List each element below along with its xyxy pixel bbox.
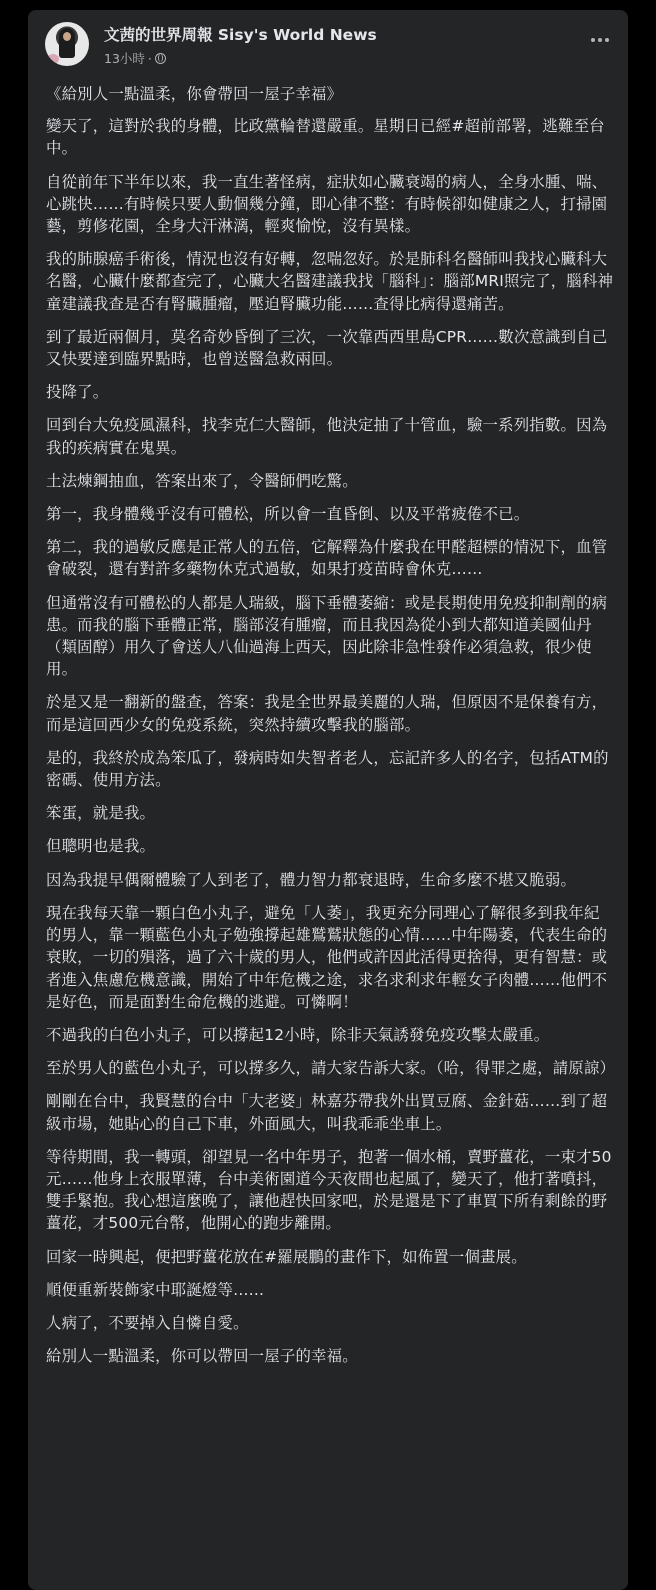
page-avatar[interactable] — [45, 22, 89, 66]
more-horizontal-icon — [598, 38, 602, 42]
post-timestamp[interactable]: 13小時 — [104, 51, 145, 66]
post-paragraph: 現在我每天靠一顆白色小丸子，避免「人萎」，我更充分同理心了解很多到我年紀的男人，靠一顆藍色小丸子勉強撐起雄鷲鷲狀態的心情……中年陽萎，代表生命的衰敗，一切的殞落，過了六十歲的男人，他們或許因此活得更捨得，更有智慧：或者進入焦慮危機意識，開始了中年危機之途，求名求利求年輕女子肉體……他們不是好色，而是面對生命危機的逃避。可憐啊！ — [46, 903, 608, 1011]
post-paragraph: 變天了，這對於我的身體，比政黨輪替還嚴重。星期日已經#超前部署，逃難至台中。 — [46, 117, 605, 158]
page-name-link[interactable]: 文茜的世界周報 Sisy's World News — [104, 26, 377, 44]
meta-separator: · — [147, 50, 152, 66]
post-card — [28, 10, 628, 1590]
post-paragraph: 投降了。 — [46, 383, 109, 402]
post-paragraph: 等待期間，我一轉頭，卻望見一名中年男子，抱著一個水桶，賣野薑花，一束才50元……他身上衣服單薄，台中美術園道今天夜間也起風了，變天了，他打著噴抖，雙手緊抱。我心想這麼晚了，讓他趕快回家吧，於是還是下了車買下所有剩餘的野薑花，才500元台幣，他開心的跑步離開。 — [46, 1147, 612, 1233]
post-paragraph: 回家一時興起，便把野薑花放在#羅展鵬的畫作下，如佈置一個畫展。 — [46, 1247, 527, 1266]
post-paragraph: 到了最近兩個月，莫名奇妙昏倒了三次，一次靠西西里島CPR……數次意識到自己又快要達到臨界點時，也曾送醫急救兩回。 — [46, 327, 608, 369]
post-paragraph: 於是又是一翻新的盤查，答案：我是全世界最美麗的人瑞，但原因不是保養有方，而是這回西少女的免疫系統，突然持續攻擊我的腦部。 — [46, 693, 608, 734]
post-header — [28, 10, 628, 72]
post-paragraph: 回到台大免疫風濕科，找李克仁大醫師，他決定抽了十管血，驗一系列指數。因為我的疾病實在鬼異。 — [46, 416, 608, 457]
post-meta — [104, 49, 166, 67]
avatar-flower — [47, 54, 59, 64]
post-paragraph: 但通常沒有可體松的人都是人瑞級，腦下垂體萎縮：或是長期使用免疫抑制劑的病患。而我的腦下垂體正常，腦部沒有腫瘤，而且我因為從小到大都知道美國仙丹（類固醇）用久了會送人八仙過海上西天，因此除非急性發作必須急救，很少使用。 — [46, 593, 608, 679]
post-paragraph: 因為我提早偶爾體驗了人到老了，體力智力都衰退時，生命多麼不堪又脆弱。 — [46, 870, 577, 889]
post-paragraph: 笨蛋，就是我。 — [46, 804, 156, 823]
post-paragraph: 自從前年下半年以來，我一直生著怪病，症狀如心臟衰竭的病人，全身水腫、喘、心跳快……有時候只要人動個幾分鐘，即心律不整：有時候卻如健康之人，打掃園藝，剪修花園，全身大汗淋漓，輕爽愉悅，沒有異樣。 — [46, 172, 608, 236]
post-paragraph: 剛剛在台中，我賢慧的台中「大老婆」林嘉芬帶我外出買豆腐、金針菇……到了超級市場，她貼心的自己下車，外面風大，叫我乖乖坐車上。 — [46, 1092, 608, 1133]
avatar-face — [63, 32, 71, 41]
post-paragraph: 但聰明也是我。 — [46, 837, 156, 856]
post-paragraph: 至於男人的藍色小丸子，可以撐多久，請大家告訴大家。（哈，得罪之處，請原諒） — [46, 1059, 616, 1078]
more-options-button[interactable] — [586, 30, 614, 50]
post-paragraph: 給別人一點溫柔，你可以帶回一屋子的幸福。 — [46, 1347, 358, 1366]
post-paragraph: 第一，我身體幾乎沒有可體松，所以會一直昏倒、以及平常疲倦不已。 — [46, 505, 530, 524]
post-title: 《給別人一點溫柔，你會帶回一屋子幸福》 — [46, 85, 343, 103]
more-horizontal-icon — [591, 38, 595, 42]
post-paragraph: 是的，我終於成為笨瓜了，發病時如失智者老人，忘記許多人的名字，包括ATM的密碼、使用方法。 — [46, 748, 609, 790]
post-paragraph: 土法煉鋼抽血，答案出來了，令醫師們吃驚。 — [46, 471, 358, 490]
globe-icon[interactable] — [155, 53, 166, 64]
post-paragraph: 第二，我的過敏反應是正常人的五倍，它解釋為什麼我在甲醛超標的情況下，血管會破裂，還有對許多藥物休克式過敏，如果打疫苗時會休克…… — [46, 538, 608, 579]
post-paragraph: 人病了，不要掉入自憐自愛。 — [46, 1313, 249, 1332]
post-paragraph: 我的肺腺癌手術後，情況也沒有好轉，忽喘忽好。於是肺科名醫師叫我找心臟科大名醫，心臟什麼都查完了，心臟大名醫建議我找「腦科」：腦部MRI照完了，腦科神童建議我查是否有腎臟腫瘤，壓迫腎臟功能……查得比病得還痛苦。 — [46, 250, 614, 313]
post-paragraph: 順便重新裝飾家中耶誕燈等…… — [46, 1280, 265, 1299]
post-body — [46, 83, 614, 1378]
post-paragraph: 不過我的白色小丸子，可以撐起12小時，除非天氣誘發免疫攻擊太嚴重。 — [46, 1025, 550, 1044]
more-horizontal-icon — [605, 38, 609, 42]
